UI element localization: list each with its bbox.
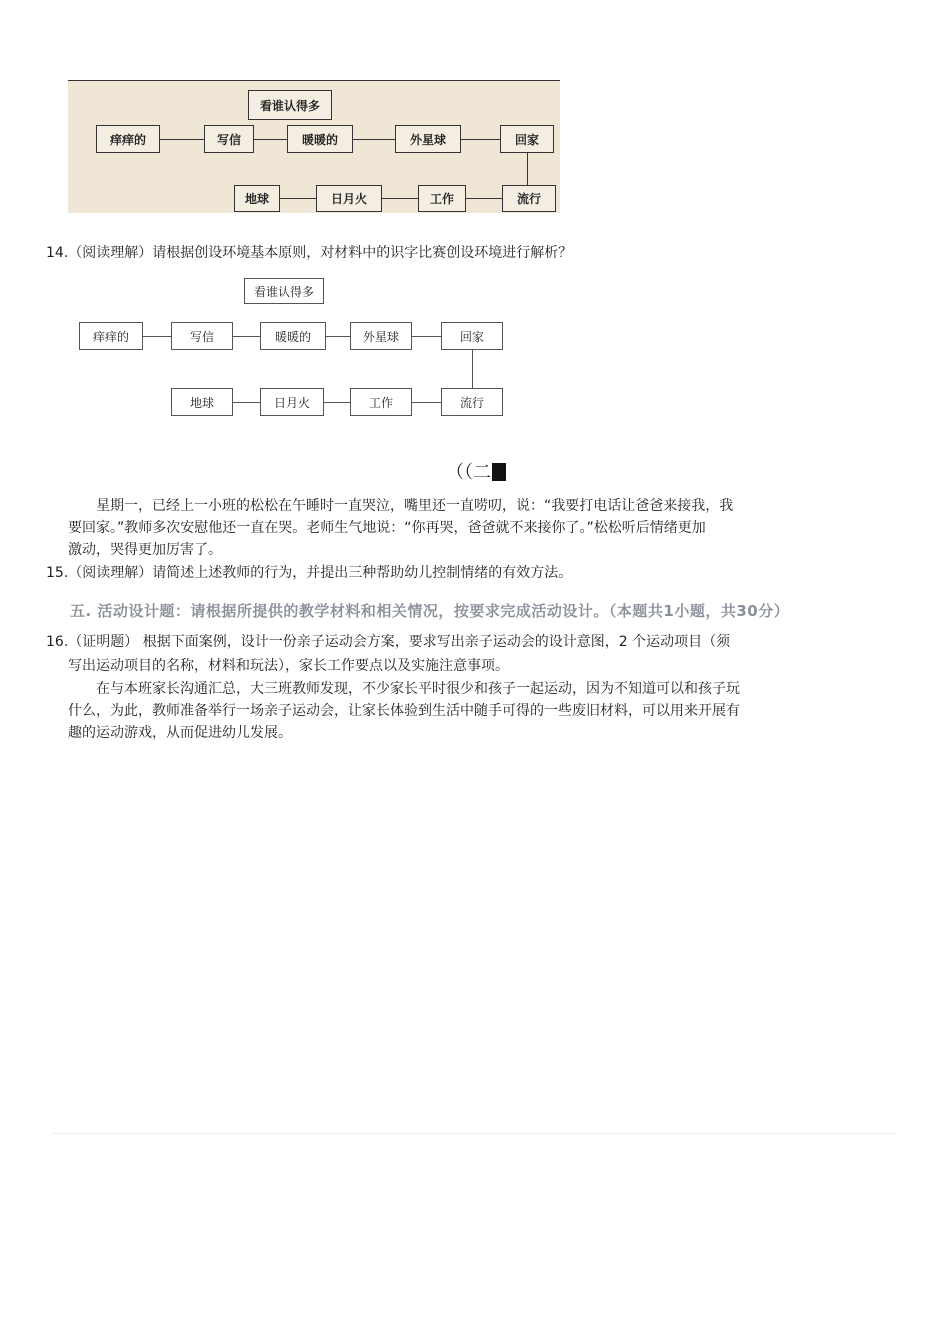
diagram2-connector — [412, 336, 441, 337]
diagram1-node: 流行 — [502, 185, 556, 212]
passage-line: 星期一，已经上一小班的松松在午睡时一直哭泣，嘴里还一直唠叨，说：“我要打电话让爸爸来接我，我 — [96, 498, 734, 514]
diagram2-connector — [324, 402, 350, 403]
diagram2-node: 地球 — [171, 388, 233, 416]
diagram2-title-box: 看谁认得多 — [244, 278, 324, 304]
diagram2-connector — [143, 336, 171, 337]
section-marker — [446, 460, 506, 486]
section-marker-text: （（二 — [446, 462, 491, 483]
diagram1-node: 日月火 — [316, 185, 382, 212]
diagram2-node: 痒痒的 — [79, 322, 143, 350]
question-16: 16.（证明题） 根据下面案例，设计一份亲子运动会方案，要求写出亲子运动会的设计意图，2 个运动项目（须 — [46, 634, 731, 650]
diagram1-node: 工作 — [418, 185, 466, 212]
diagram2-node: 工作 — [350, 388, 412, 416]
diagram2-connector — [326, 336, 350, 337]
diagram1-node: 暖暖的 — [287, 125, 353, 153]
diagram2-connector — [472, 350, 473, 388]
diagram2-node: 回家 — [441, 322, 503, 350]
case-line: 趣的运动游戏，从而促进幼儿发展。 — [68, 725, 292, 741]
case-line: 什么，为此，教师准备举行一场亲子运动会，让家长体验到生活中随手可得的一些废旧材料，可以用来开展有 — [68, 703, 740, 719]
footer-divider — [52, 1133, 896, 1134]
case-line: 在与本班家长沟通汇总，大三班教师发现，不少家长平时很少和孩子一起运动，因为不知道可以和孩子玩 — [96, 681, 740, 697]
black-block-icon — [492, 463, 506, 481]
diagram2-connector — [233, 402, 260, 403]
diagram2-connector — [412, 402, 441, 403]
diagram2-connector — [233, 336, 260, 337]
diagram-clean — [0, 0, 950, 430]
diagram2-node: 写信 — [171, 322, 233, 350]
diagram1-node: 痒痒的 — [96, 125, 160, 153]
diagram1-node: 回家 — [500, 125, 554, 153]
diagram1-node: 写信 — [204, 125, 254, 153]
diagram2-node: 暖暖的 — [260, 322, 326, 350]
question-16-line: 写出运动项目的名称，材料和玩法），家长工作要点以及实施注意事项。 — [68, 658, 509, 674]
passage-line: 要回家。”教师多次安慰他还一直在哭。老师生气地说：“你再哭，爸爸就不来接你了。”松松听后情绪更加 — [68, 520, 706, 536]
question-14: 14.（阅读理解）请根据创设环境基本原则，对材料中的识字比赛创设环境进行解析？ — [46, 245, 573, 261]
diagram2-node: 日月火 — [260, 388, 324, 416]
diagram1-node: 外星球 — [395, 125, 461, 153]
diagram1-node: 地球 — [234, 185, 280, 212]
passage-line: 激动，哭得更加厉害了。 — [68, 542, 222, 558]
diagram2-node: 流行 — [441, 388, 503, 416]
question-15: 15.（阅读理解）请简述上述教师的行为，并提出三种帮助幼儿控制情绪的有效方法。 — [46, 565, 573, 581]
diagram2-node: 外星球 — [350, 322, 412, 350]
section-heading: 五. 活动设计题：请根据所提供的教学材料和相关情况，按要求完成活动设计。（本题共1小题，共30分） — [70, 602, 790, 620]
diagram1-title-box: 看谁认得多 — [248, 90, 332, 120]
